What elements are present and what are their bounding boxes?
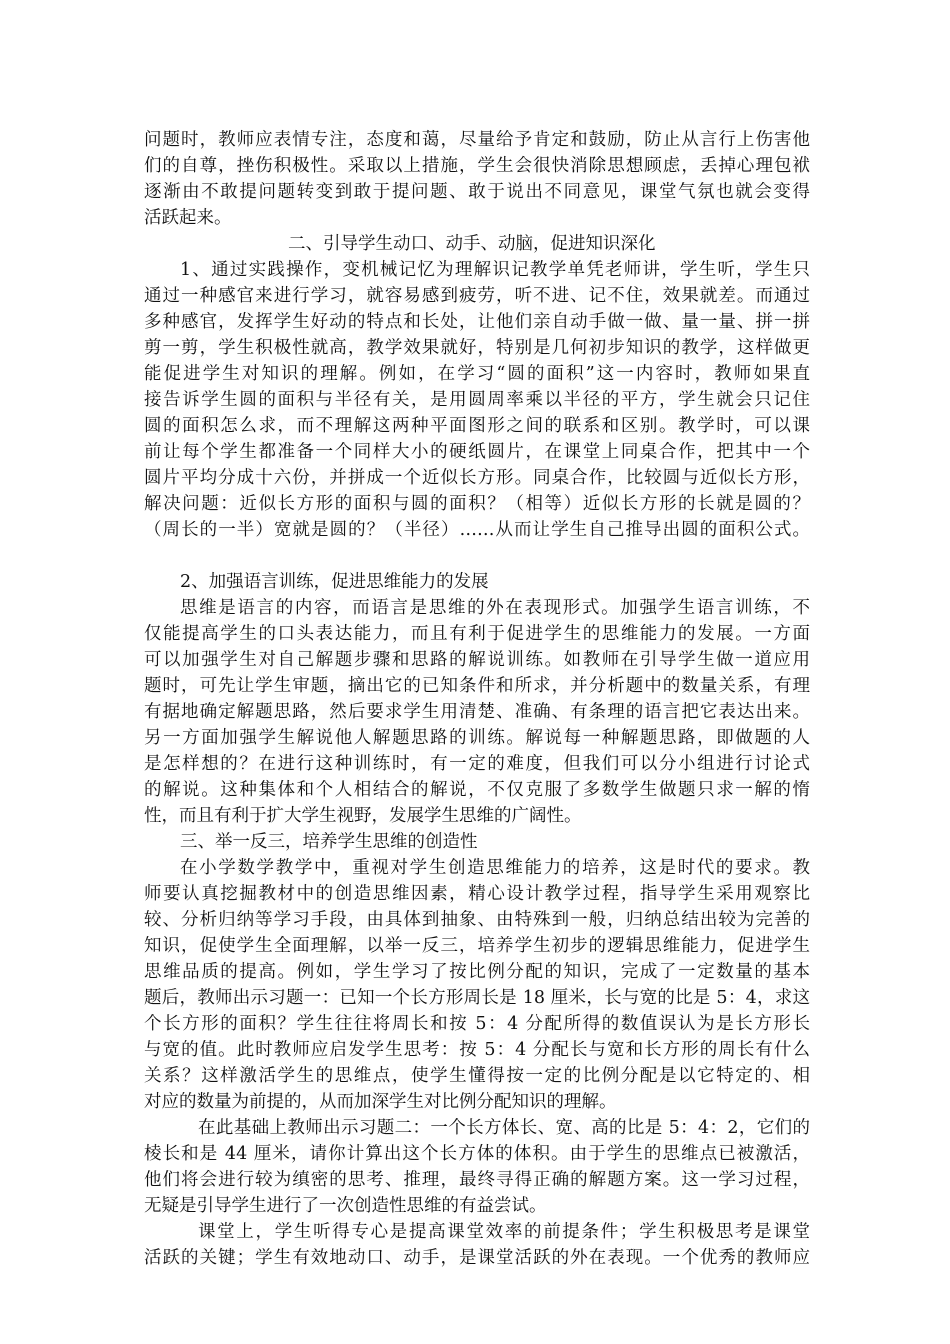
text-line: 活跃起来。 [144, 208, 232, 228]
text-line: 对应的数量为前提的，从而加深学生对比例分配知识的理解。 [144, 1092, 617, 1112]
text-line: 解决问题：近似长方形的面积与圆的面积？（相等）近似长方形的长就是圆的？ [144, 494, 810, 514]
text-line: 接告诉学生圆的面积与半径有关，是用圆周率乘以半径的平方，学生就会只记住 [144, 390, 810, 410]
text-line: （周长的一半）宽就是圆的？（半径）……从而让学生自己推导出圆的面积公式。 [144, 520, 810, 540]
text-line: 剪一剪，学生积极性就高，教学效果就好，特别是几何初步知识的教学，这样做更 [144, 338, 810, 358]
text-line: 个长方形的面积？学生往往将周长和按 5：4 分配所得的数值误认为是长方形长 [144, 1014, 810, 1034]
text-line: 有据地确定解题思路，然后要求学生用清楚、准确、有条理的语言把它表达出来。 [144, 702, 810, 722]
text-line: 逐渐由不敢提问题转变到敢于提问题、敢于说出不同意见，课堂气氛也就会变得 [144, 182, 810, 202]
text-line: 思维是语言的内容，而语言是思维的外在表现形式。加强学生语言训练，不 [180, 598, 810, 618]
text-line: 通过一种感官来进行学习，就容易感到疲劳，听不进、记不住，效果就差。而通过 [144, 286, 810, 306]
subheading-paragraph-start: 1、通过实践操作，变机械记忆为理解识记教学单凭老师讲，学生听，学生只 [180, 260, 810, 280]
text-line: 他们将会进行较为缜密的思考、推理，最终寻得正确的解题方案。这一学习过程， [144, 1170, 810, 1190]
text-line: 较、分析归纳等学习手段，由具体到抽象、由特殊到一般，归纳总结出较为完善的 [144, 910, 810, 930]
text-line: 圆片平均分成十六份，并拼成一个近似长方形。同桌合作，比较圆与近似长方形， [144, 468, 810, 488]
text-line: 在此基础上教师出示习题二：一个长方体长、宽、高的比是 5：4：2，它们的 [198, 1118, 810, 1138]
text-line: 思维品质的提高。例如，学生学习了按比例分配的知识，完成了一定数量的基本 [144, 962, 810, 982]
text-line: 题时，可先让学生审题，摘出它的已知条件和所求，并分析题中的数量关系，有理 [144, 676, 810, 696]
text-line: 能促进学生对知识的理解。例如，在学习“圆的面积”这一内容时，教师如果直 [144, 364, 810, 384]
text-line: 知识，促使学生全面理解，以举一反三，培养学生初步的逻辑思维能力，促进学生 [144, 936, 810, 956]
text-line: 棱长和是 44 厘米，请你计算出这个长方体的体积。由于学生的思维点已被激活， [144, 1144, 810, 1164]
text-line: 与宽的值。此时教师应启发学生思考：按 5：4 分配长与宽和长方形的周长有什么 [144, 1040, 810, 1060]
text-line: 性，而且有利于扩大学生视野，发展学生思维的广阔性。 [144, 806, 582, 826]
text-line: 的解说。这种集体和个人相结合的解说，不仅克服了多数学生做题只求一解的惰 [144, 780, 810, 800]
section-heading: 三、举一反三，培养学生思维的创造性 [180, 832, 478, 852]
text-line: 在小学数学教学中，重视对学生创造思维能力的培养，这是时代的要求。教 [180, 858, 810, 878]
text-line: 师要认真挖掘教材中的创造思维因素，精心设计教学过程，指导学生采用观察比 [144, 884, 810, 904]
text-line: 题后，教师出示习题一：已知一个长方形周长是 18 厘米，长与宽的比是 5：4，求这 [144, 988, 810, 1008]
text-line: 课堂上，学生听得专心是提高课堂效率的前提条件；学生积极思考是课堂 [198, 1222, 810, 1242]
text-line: 可以加强学生对自己解题步骤和思路的解说训练。如教师在引导学生做一道应用 [144, 650, 810, 670]
text-line: 无疑是引导学生进行了一次创造性思维的有益尝试。 [144, 1196, 547, 1216]
text-line: 是怎样想的？在进行这种训练时，有一定的难度，但我们可以分小组进行讨论式 [144, 754, 810, 774]
text-line: 活跃的关键；学生有效地动口、动手，是课堂活跃的外在表现。一个优秀的教师应 [144, 1248, 810, 1268]
text-line: 圆的面积怎么求，而不理解这两种平面图形之间的联系和区别。教学时，可以课 [144, 416, 810, 436]
subheading: 2、加强语言训练，促进思维能力的发展 [180, 572, 489, 592]
section-heading: 二、引导学生动口、动手、动脑，促进知识深化 [288, 234, 656, 254]
text-line: 问题时，教师应表情专注，态度和蔼，尽量给予肯定和鼓励，防止从言行上伤害他 [144, 130, 810, 150]
text-line: 多种感官，发挥学生好动的特点和长处，让他们亲自动手做一做、量一量、拼一拼 [144, 312, 810, 332]
text-line: 关系？这样激活学生的思维点，使学生懂得按一定的比例分配是以它特定的、相 [144, 1066, 810, 1086]
text-line: 前让每个学生都准备一个同样大小的硬纸圆片，在课堂上同桌合作，把其中一个 [144, 442, 810, 462]
text-line: 仅能提高学生的口头表达能力，而且有利于促进学生的思维能力的发展。一方面 [144, 624, 810, 644]
text-line: 另一方面加强学生解说他人解题思路的训练。解说每一种解题思路，即做题的人 [144, 728, 810, 748]
text-line: 们的自尊，挫伤积极性。采取以上措施，学生会很快消除思想顾虑，丢掉心理包袱 [144, 156, 810, 176]
